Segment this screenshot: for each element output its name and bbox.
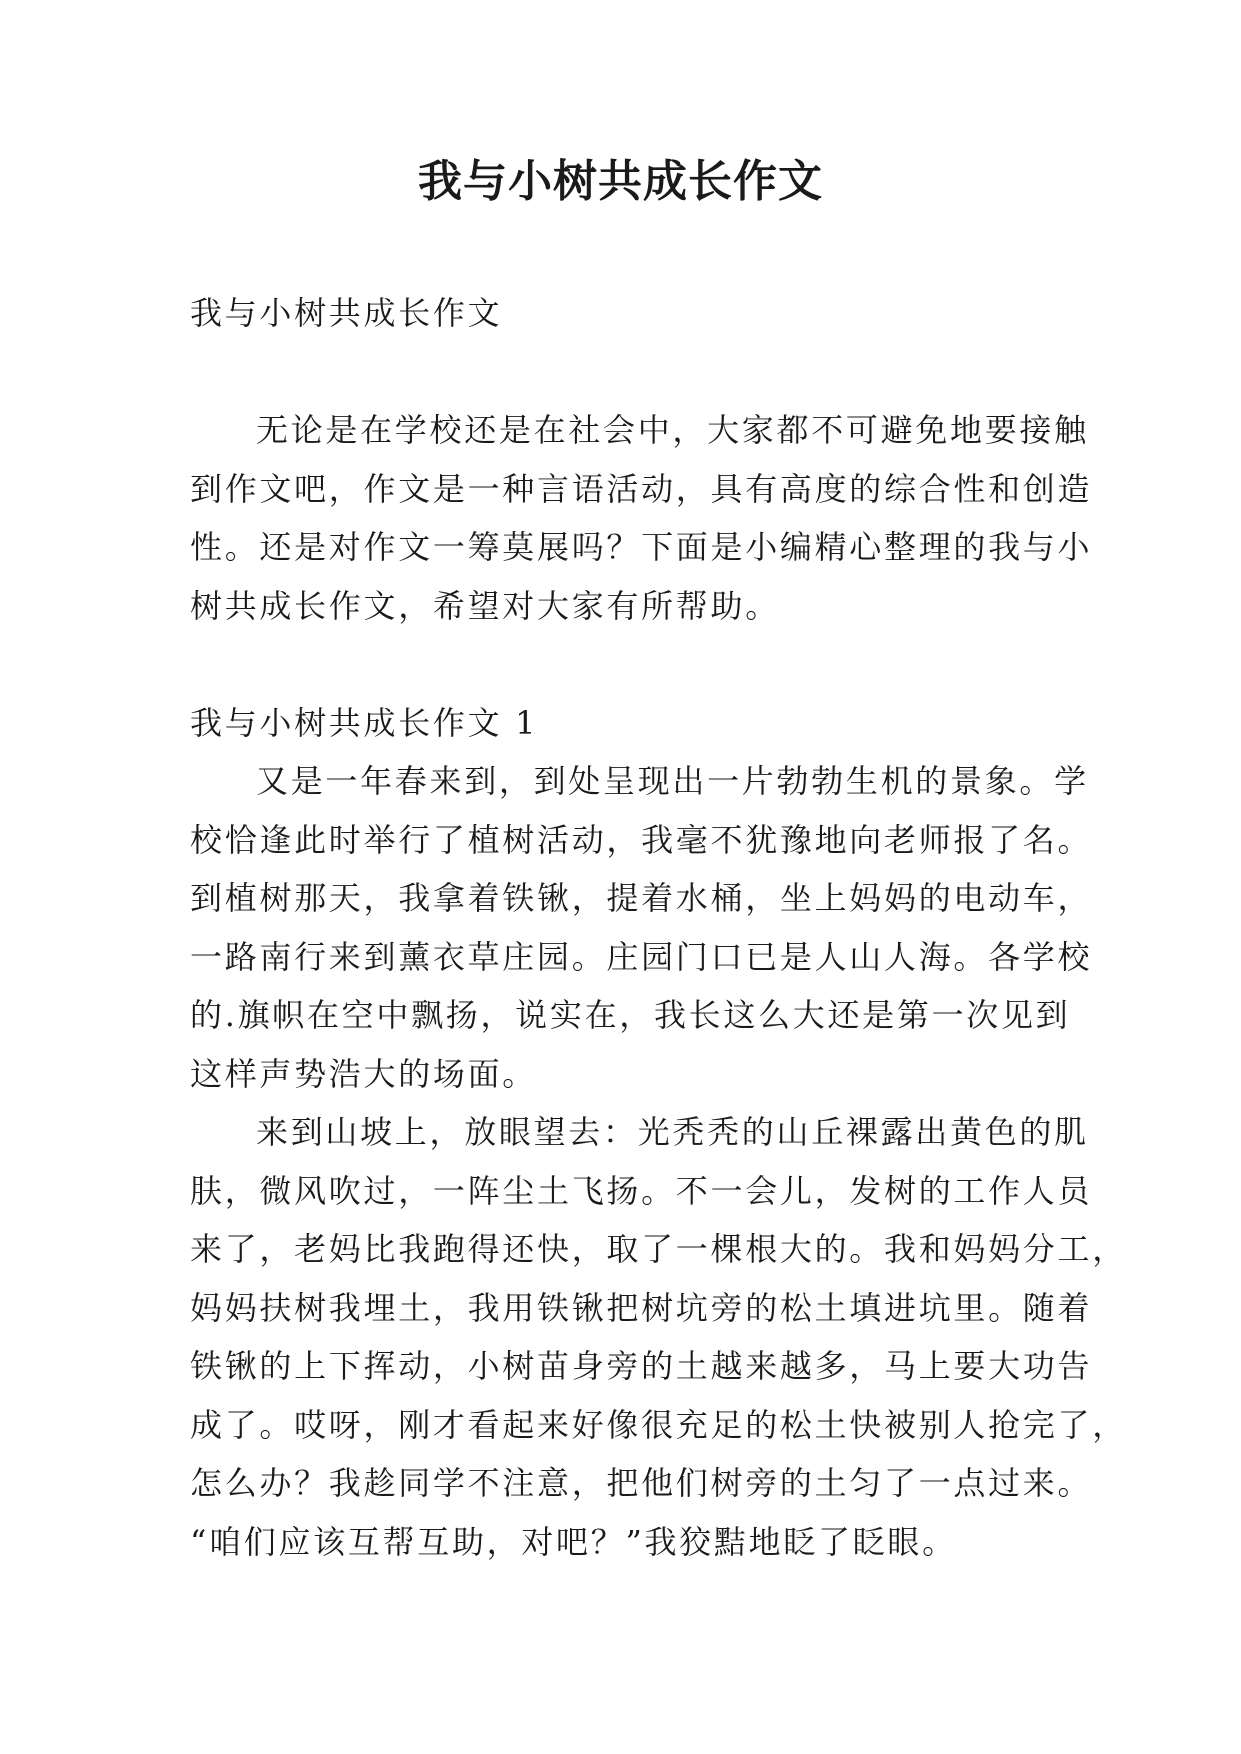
paragraph-line: 这样声势浩大的场面。 (190, 1054, 538, 1093)
paragraph-line: 成了。哎呀，刚才看起来好像很充足的松土快被别人抢完了， (190, 1405, 1127, 1444)
paragraph-line: “咱们应该互帮互助，对吧？”我狡黠地眨了眨眼。 (190, 1522, 957, 1561)
document-title: 我与小树共成长作文 (418, 156, 823, 207)
paragraph-line: 铁锹的上下挥动，小树苗身旁的土越来越多，马上要大功告 (190, 1347, 1093, 1385)
paragraph-line: 一路南行来到薰衣草庄园。庄园门口已是人山人海。各学校 (190, 937, 1093, 976)
spacer (190, 635, 1066, 694)
paragraph-line: 性。还是对作文一筹莫展吗？下面是小编精心整理的我与小 (190, 528, 1093, 566)
paragraph-1 (190, 752, 1093, 1103)
spacer (190, 343, 1066, 402)
paragraph-line: 肤，微风吹过，一阵尘土飞扬。不一会儿，发树的工作人员 (190, 1171, 1093, 1210)
paragraph-line: 怎么办？我趁同学不注意，把他们树旁的土匀了一点过来。 (190, 1464, 1093, 1502)
intro-paragraph (190, 401, 1093, 635)
paragraph-line: 又是一年春来到，到处呈现出一片勃勃生机的景象。学 (256, 762, 1089, 800)
paragraph-line: 来了，老妈比我跑得还快，取了一棵根大的。我和妈妈分工， (190, 1230, 1127, 1268)
paragraph-line: 无论是在学校还是在社会中，大家都不可避免地要接触 (256, 411, 1089, 449)
paragraph-line: 到植树那天，我拿着铁锹，提着水桶，坐上妈妈的电动车， (190, 879, 1093, 917)
document-body (190, 284, 1127, 1571)
paragraph-line: 的.旗帜在空中飘扬，说实在，我长这么大还是第一次见到 (190, 996, 1071, 1034)
paragraph-line: 校恰逢此时举行了植树活动，我毫不犹豫地向老师报了名。 (190, 820, 1093, 859)
paragraph-2 (190, 1103, 1127, 1571)
section-heading: 我与小树共成长作文 1 (190, 703, 539, 742)
document-subtitle: 我与小树共成长作文 (190, 294, 503, 332)
paragraph-line: 来到山坡上，放眼望去：光秃秃的山丘裸露出黄色的肌 (256, 1113, 1089, 1151)
paragraph-line: 妈妈扶树我埋土，我用铁锹把树坑旁的松土填进坑里。随着 (190, 1288, 1093, 1327)
paragraph-line: 到作文吧，作文是一种言语活动，具有高度的综合性和创造 (190, 469, 1093, 508)
paragraph-line: 树共成长作文，希望对大家有所帮助。 (190, 586, 780, 625)
